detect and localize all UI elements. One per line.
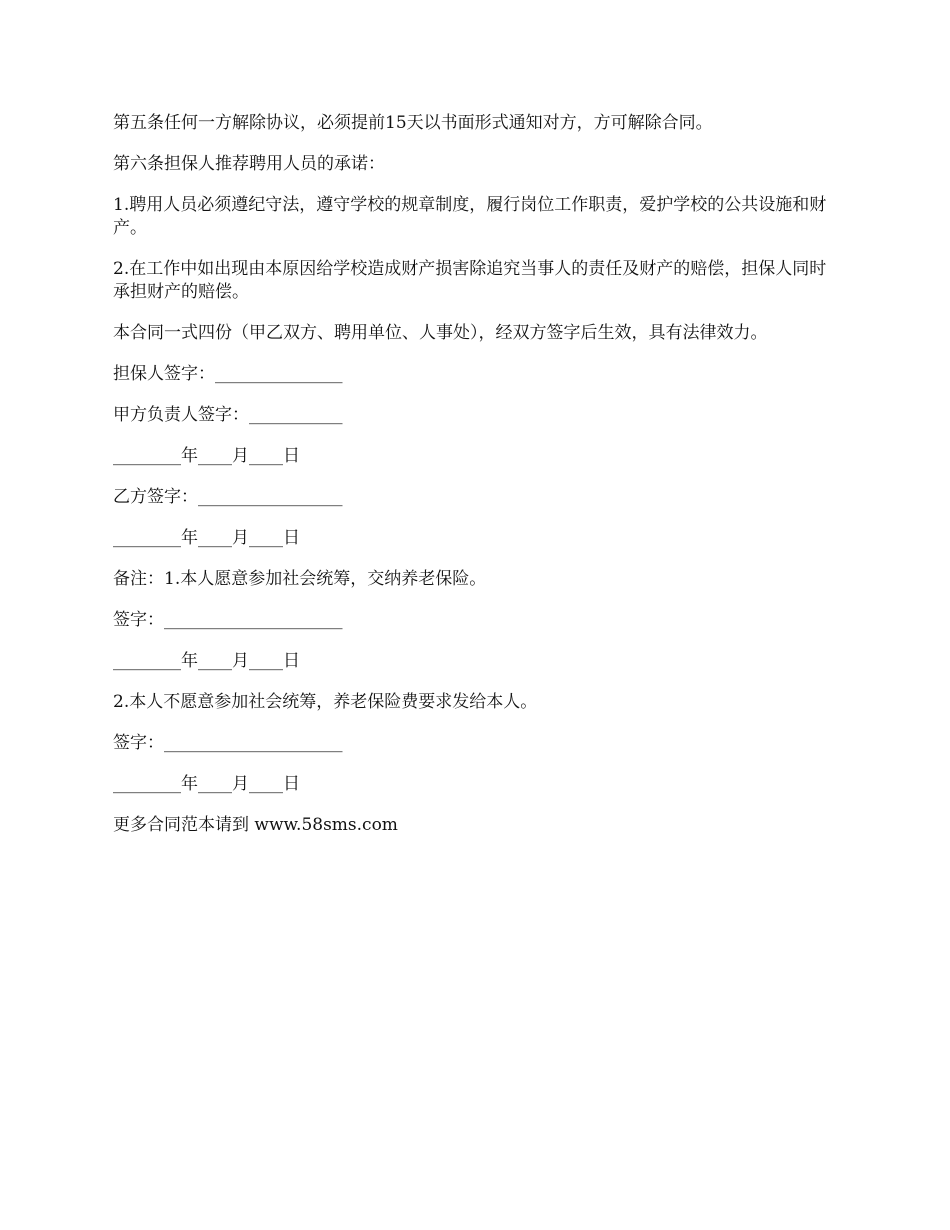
clause-five: 第五条任何一方解除协议，必须提前15天以书面形式通知对方，方可解除合同。 (113, 113, 713, 133)
remark-option-2: 2.本人不愿意参加社会统筹，养老保险费要求发给本人。 (113, 692, 538, 712)
signature-line: 签字：_____________________ (113, 610, 343, 630)
commitment-item-1: 1.聘用人员必须遵纪守法，遵守学校的规章制度，履行岗位工作职责，爱护学校的公共设施和财产。 (113, 195, 827, 238)
date-line: ________年____月____日 (113, 446, 300, 466)
more-templates-footer: 更多合同范本请到 www.58sms.com (113, 815, 398, 835)
date-line: ________年____月____日 (113, 774, 300, 794)
date-line: ________年____月____日 (113, 528, 300, 548)
commitment-item-2: 2.在工作中如出现由本原因给学校造成财产损害除追究当事人的责任及财产的赔偿，担保人同时承担财产的赔偿。 (113, 259, 827, 302)
guarantor-signature-line: 担保人签字：_______________ (113, 364, 343, 384)
party-a-signature-line: 甲方负责人签字：___________ (113, 405, 343, 425)
clause-six-heading: 第六条担保人推荐聘用人员的承诺： (113, 154, 385, 174)
signature-line: 签字：_____________________ (113, 733, 343, 753)
remark-option-1: 备注：1.本人愿意参加社会统筹，交纳养老保险。 (113, 569, 487, 589)
document-page (113, 112, 837, 855)
date-line: ________年____月____日 (113, 651, 300, 671)
party-b-signature-line: 乙方签字：_________________ (113, 487, 343, 507)
contract-copies-note: 本合同一式四份（甲乙双方、聘用单位、人事处），经双方签字后生效，具有法律效力。 (113, 323, 768, 343)
